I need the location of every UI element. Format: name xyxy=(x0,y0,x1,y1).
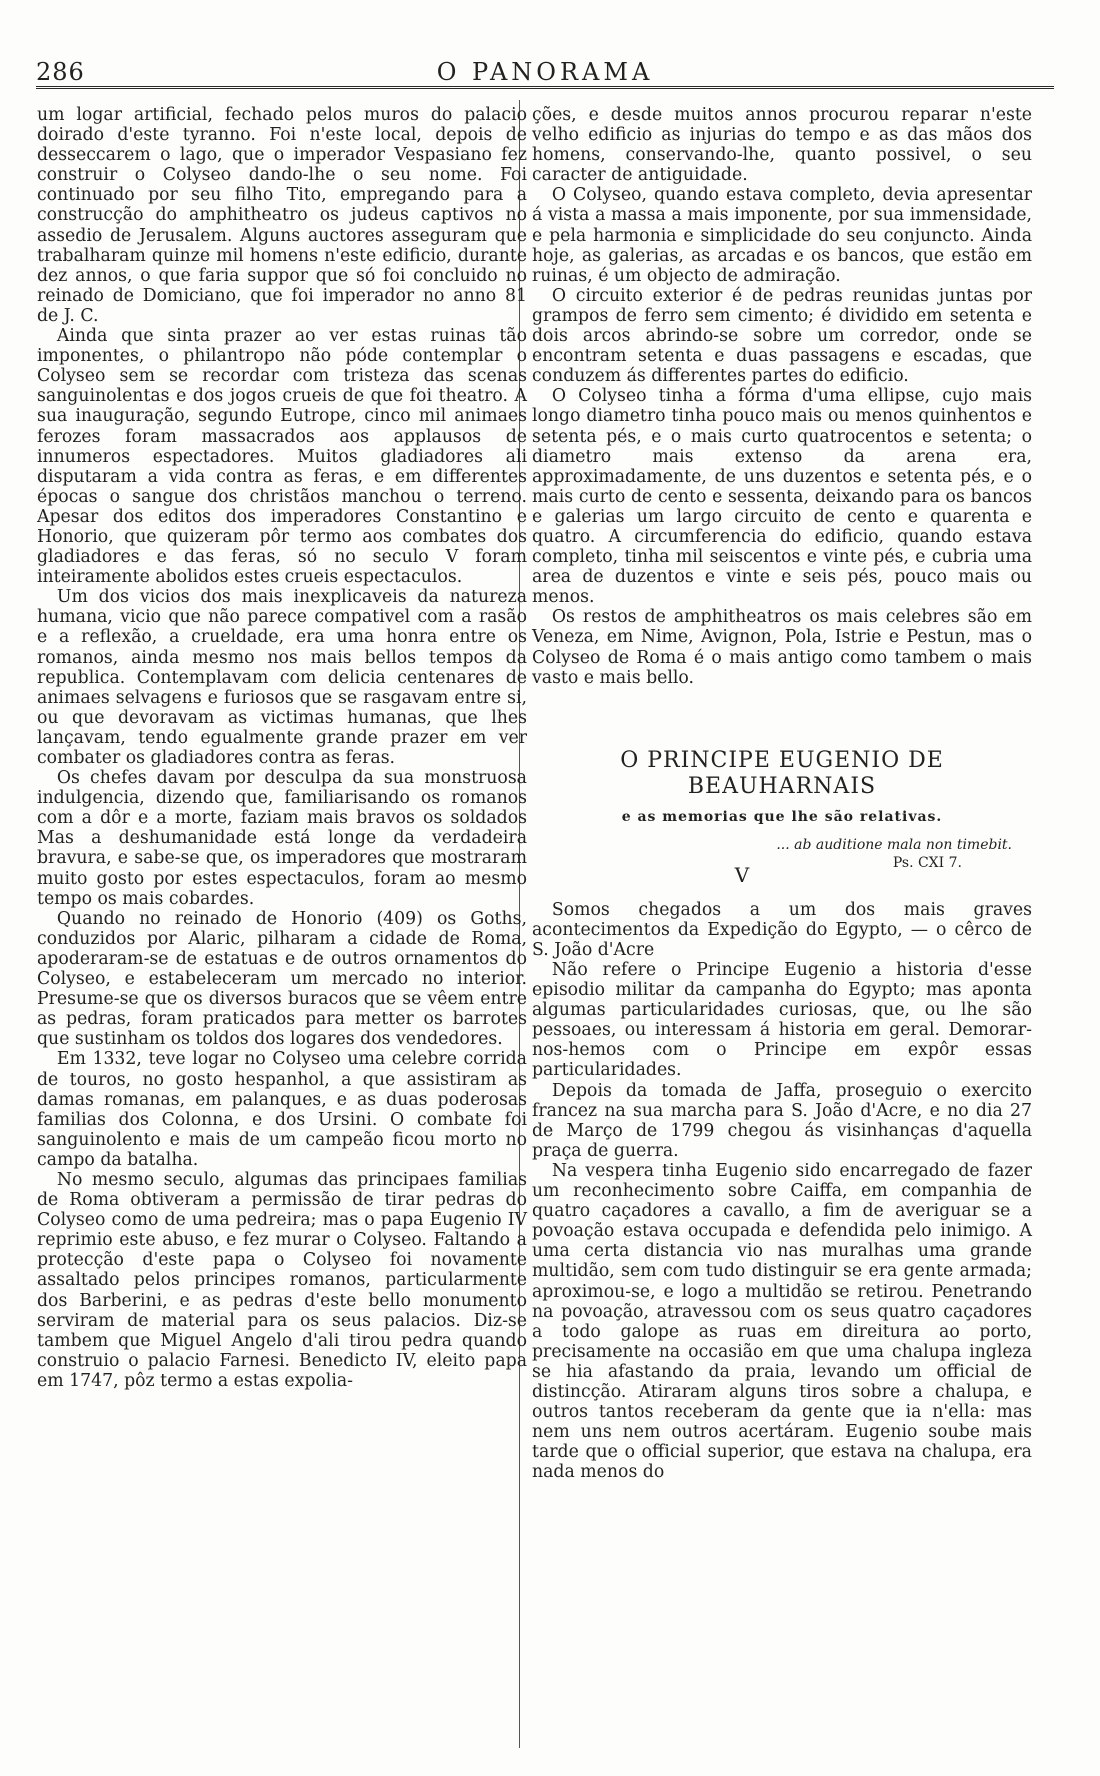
paragraph: um logar artificial, fechado pelos muros do palacio doirado d'este tyranno. Foi n'este local, depois de desseccarem o lago, que o imperador Vespasiano fez construir o Colyseo dando-lhe o seu nome. Foi continuado por seu filho Tito, empregando para a construcção do amphitheatro os judeus captivos no assedio de Jerusalem. Alguns auctores asseguram que trabalharam quinze mil homens n'este edificio, durante dez annos, o que faria suppor que só foi concluido no reinado de Domiciano, que foi imperador no anno 81 de J. C. xyxy=(37,105,527,326)
right-column xyxy=(532,105,1032,1482)
page-number: 286 xyxy=(36,58,85,86)
paragraph: Quando no reinado de Honorio (409) os Goths, conduzidos por Alaric, pilharam a cidade de Roma, apoderaram-se de estatuas e de outros ornamentos do Colyseo, e estabeleceram um mercado no interior. Presume-se que os diversos buracos que se vêem entre as pedras, foram praticados para metter os barrotes que sustinham os toldos dos logares dos vendedores. xyxy=(37,908,527,1050)
paragraph: Somos chegados a um dos mais graves acontecimentos da Expedição do Egypto, — o cêrco de S. João d'Acre xyxy=(532,899,1032,960)
paragraph: Na vespera tinha Eugenio sido encarregado de fazer um reconhecimento sobre Caiffa, em companhia de quatro caçadores a cavallo, a fim de averiguar se a povoação estava occupada e defendida pelo inimigo. A uma certa distancia vio nas muralhas uma grande multidão, sem com tudo distinguir se era gente armada; aproximou-se, e logo a multidão se retirou. Penetrando na povoação, atravessou com os seus quatro caçadores a todo galope as ruas em direitura ao porto, precisamente na occasião em que uma chalupa ingleza se hia afastando da praia, levando um official de distincção. Atiraram alguns tiros sobre a chalupa, e outros tantos receberam da gente que ia n'ella: mas nem uns nem outros acertáram. Eugenio soube mais tarde que o official superior, que estava na chalupa, era nada menos do xyxy=(532,1160,1032,1483)
epigraph: ... ab auditione mala non timebit. xyxy=(776,836,1012,853)
paragraph: O Colyseo tinha a fórma d'uma ellipse, cujo mais longo diametro tinha pouco mais ou menos quinhentos e setenta pés, e o mais curto quatrocentos e setenta; o diametro mais extenso da arena era, approximadamente, de uns duzentos e setenta pés, e o mais curto de cento e sessenta, deixando para os bancos e galerias um largo circuito de cento e quarenta e quatro. A circumferencia do edificio, quando estava completo, tinha mil seiscentos e vinte pés, e cubria uma area de duzentos e vinte e seis pés, pouco mais ou menos. xyxy=(532,386,1032,608)
paragraph: Ainda que sinta prazer ao ver estas ruinas tão imponentes, o philantropo não póde contemplar o Colyseo sem se recordar com tristeza das scenas sanguinolentas e dos jogos crueis de que foi theatro. A sua inauguração, segundo Eutrope, cinco mil animaes ferozes foram massacrados aos applausos de innumeros espectadores. Muitos gladiadores ali disputaram a vida contra as feras, e em differentes épocas o sangue dos christãos manchou o terreno. Apesar dos editos dos imperadores Constantino e Honorio, que quizeram pôr termo aos combates dos gladiadores e das feras, só no seculo V foram inteiramente abolidos estes crueis espectaculos. xyxy=(37,326,527,588)
paragraph: Depois da tomada de Jaffa, proseguio o exercito francez na sua marcha para S. João d'Acre, e no dia 27 de Março de 1799 chegou ás visinhanças d'aquella praça de guerra. xyxy=(532,1080,1032,1161)
paragraph: Os restos de amphitheatros os mais celebres são em Veneza, em Nime, Avignon, Pola, Istrie e Pestun, mas o Colyseo de Roma é o mais antigo como tambem o mais vasto e mais bello. xyxy=(532,607,1032,688)
section-gap xyxy=(532,688,1032,748)
left-column xyxy=(37,105,527,1391)
chapter-numeral: V xyxy=(734,862,750,887)
header-rule xyxy=(36,86,1054,89)
paragraph: Os chefes davam por desculpa da sua monstruosa indulgencia, dizendo que, familiarisando os romanos com a dôr e a morte, faziam mais bravos os soldados Mas a deshumanidade está longe da verdadeira bravura, e sabe-se que, os imperadores que mostraram muito gosto por estes espectaculos, foram ao mesmo tempo os mais cobardes. xyxy=(37,768,527,909)
paragraph: O circuito exterior é de pedras reunidas juntas por grampos de ferro sem cimento; é dividido em setenta e dois arcos abrindo-se sobre um corredor, onde se encontram setenta e duas passagens e escadas, que conduzem ás differentes partes do edificio. xyxy=(532,285,1032,387)
paragraph: No mesmo seculo, algumas das principaes familias de Roma obtiveram a permissão de tirar pedras do Colyseo como de uma pedreira; mas o papa Eugenio IV reprimio este abuso, e fez murar o Colyseo. Faltando a protecção d'este papa o Colyseo foi novamente assaltado pelos principes romanos, particularmente dos Barberini, e as pedras d'este bello monumento serviram de material para os seus palacios. Diz-se tambem que Miguel Angelo d'ali tirou pedra quando construio o palacio Farnesi. Benedicto IV, eleito papa em 1747, pôz termo a estas expolia- xyxy=(37,1169,527,1391)
section-title: O PRINCIPE EUGENIO DE BEAUHARNAIS xyxy=(620,747,944,799)
section-subtitle: e as memorias que lhe são relativas. xyxy=(621,808,943,825)
paragraph: Em 1332, teve logar no Colyseo uma celebre corrida de touros, no gosto hespanhol, a que assistiram as damas romanas, em palanques, e as duas poderosas familias dos Colonna, e dos Ursini. O combate foi sanguinolento e mais de um campeão ficou morto no campo da batalha. xyxy=(37,1049,527,1170)
paragraph: Não refere o Principe Eugenio a historia d'esse episodio militar da campanha do Egypto; mas aponta algumas particularidades curiosas, que, ou lhe são pessoaes, ou interessam á historia em geral. Demorar-nos-hemos com o Principe em expôr essas particularidades. xyxy=(532,960,1032,1081)
paragraph: ções, e desde muitos annos procurou reparar n'este velho edificio as injurias do tempo e as das mãos dos homens, conservando-lhe, quanto possivel, o seu caracter de antiguidade. xyxy=(532,105,1032,186)
paragraph: Um dos vicios dos mais inexplicaveis da natureza humana, vicio que não parece compativel com a rasão e a reflexão, a crueldade, era uma honra entre os romanos, ainda mesmo nos mais bellos tempos da republica. Contemplavam com delicia centenares de animaes selvagens e furiosos que se rasgavam entre si, ou que devoravam as victimas humanas, que lhes lançavam, tendo egualmente grande prazer em ver combater os gladiadores contra as feras. xyxy=(37,587,527,768)
epigraph-reference: Ps. CXI 7. xyxy=(892,854,962,871)
paragraph: O Colyseo, quando estava completo, devia apresentar á vista a massa a mais imponente, por sua immensidade, e pela harmonia e simplicidade do seu conjuncto. Ainda hoje, as galerias, as arcadas e os bancos, que estão em ruinas, é um objecto de admiração. xyxy=(532,185,1032,286)
running-title: O PANORAMA xyxy=(436,58,654,86)
